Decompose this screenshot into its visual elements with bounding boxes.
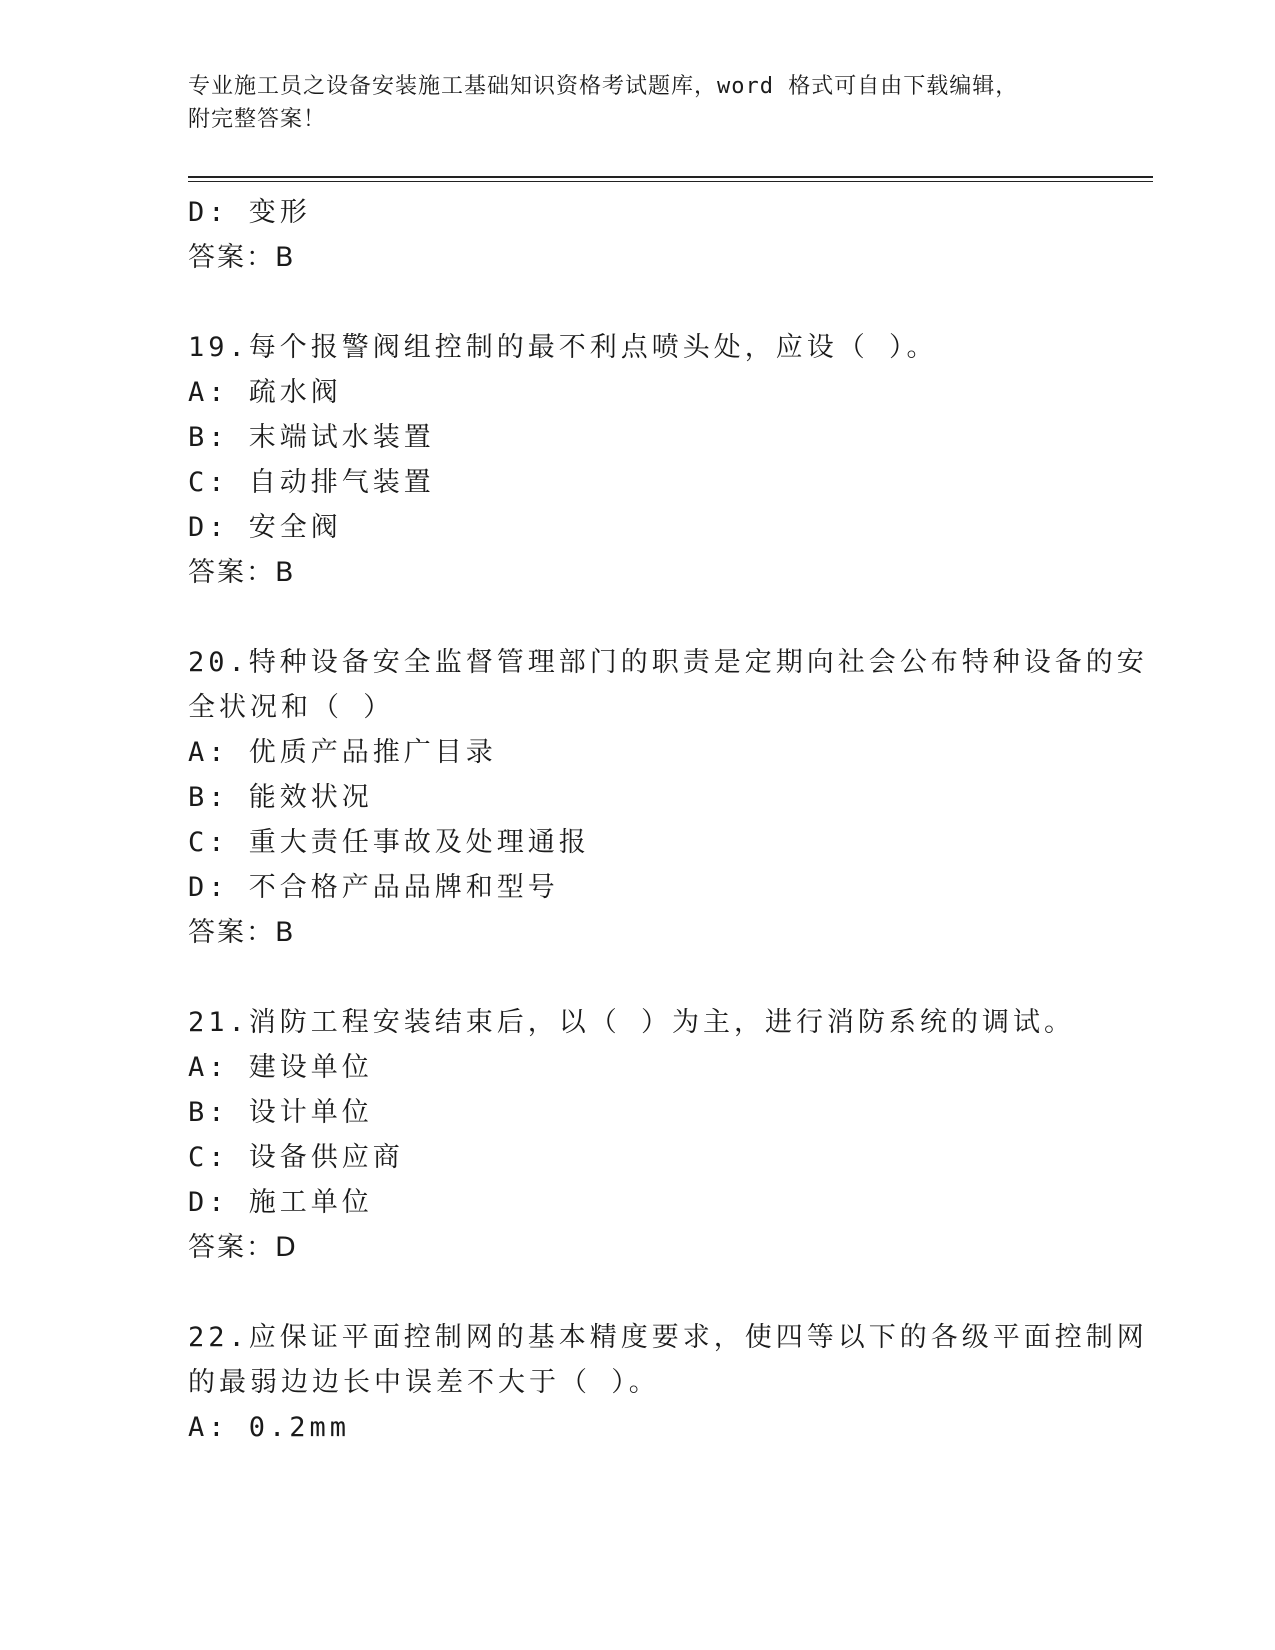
option-a: A: 疏水阀	[188, 377, 342, 408]
option-b: B: 设计单位	[188, 1097, 373, 1128]
answer: 答案：B	[188, 917, 296, 948]
question-stem-line-1: 20.特种设备安全监督管理部门的职责是定期向社会公布特种设备的安	[188, 647, 1148, 678]
question-stem-line-2: 的最弱边边长中误差不大于（ ）。	[188, 1367, 660, 1398]
prev-answer: 答案：B	[188, 242, 296, 273]
option-a: A: 0.2mm	[188, 1412, 351, 1443]
answer: 答案：B	[188, 557, 296, 588]
header-line-2: 附完整答案！	[188, 107, 327, 132]
option-c: C: 重大责任事故及处理通报	[188, 827, 590, 858]
option-d: D: 不合格产品品牌和型号	[188, 872, 559, 903]
option-d: D: 施工单位	[188, 1187, 373, 1218]
question-stem-line-2: 全状况和（ ）	[188, 692, 395, 723]
option-a: A: 优质产品推广目录	[188, 737, 497, 768]
header-line-1: 专业施工员之设备安装施工基础知识资格考试题库，word 格式可自由下载编辑，	[188, 74, 1019, 99]
answer: 答案：D	[188, 1232, 298, 1263]
option-d: D: 安全阀	[188, 512, 342, 543]
option-a: A: 建设单位	[188, 1052, 373, 1083]
option-b: B: 能效状况	[188, 782, 373, 813]
question-stem: 19.每个报警阀组控制的最不利点喷头处，应设（ ）。	[188, 332, 938, 363]
question-20	[188, 640, 1148, 955]
question-stem: 21.消防工程安装结束后，以（ ）为主，进行消防系统的调试。	[188, 1007, 1076, 1038]
question-22	[188, 1315, 1148, 1450]
option-c: C: 设备供应商	[188, 1142, 404, 1173]
question-21	[188, 1000, 1148, 1270]
prev-option-d: D: 变形	[188, 197, 311, 228]
option-b: B: 末端试水装置	[188, 422, 435, 453]
option-c: C: 自动排气装置	[188, 467, 435, 498]
question-list	[188, 190, 1148, 1450]
header-divider	[188, 176, 1153, 182]
page-header	[188, 70, 1088, 136]
question-stem-line-1: 22.应保证平面控制网的基本精度要求，使四等以下的各级平面控制网	[188, 1322, 1148, 1353]
question-19	[188, 325, 1148, 595]
